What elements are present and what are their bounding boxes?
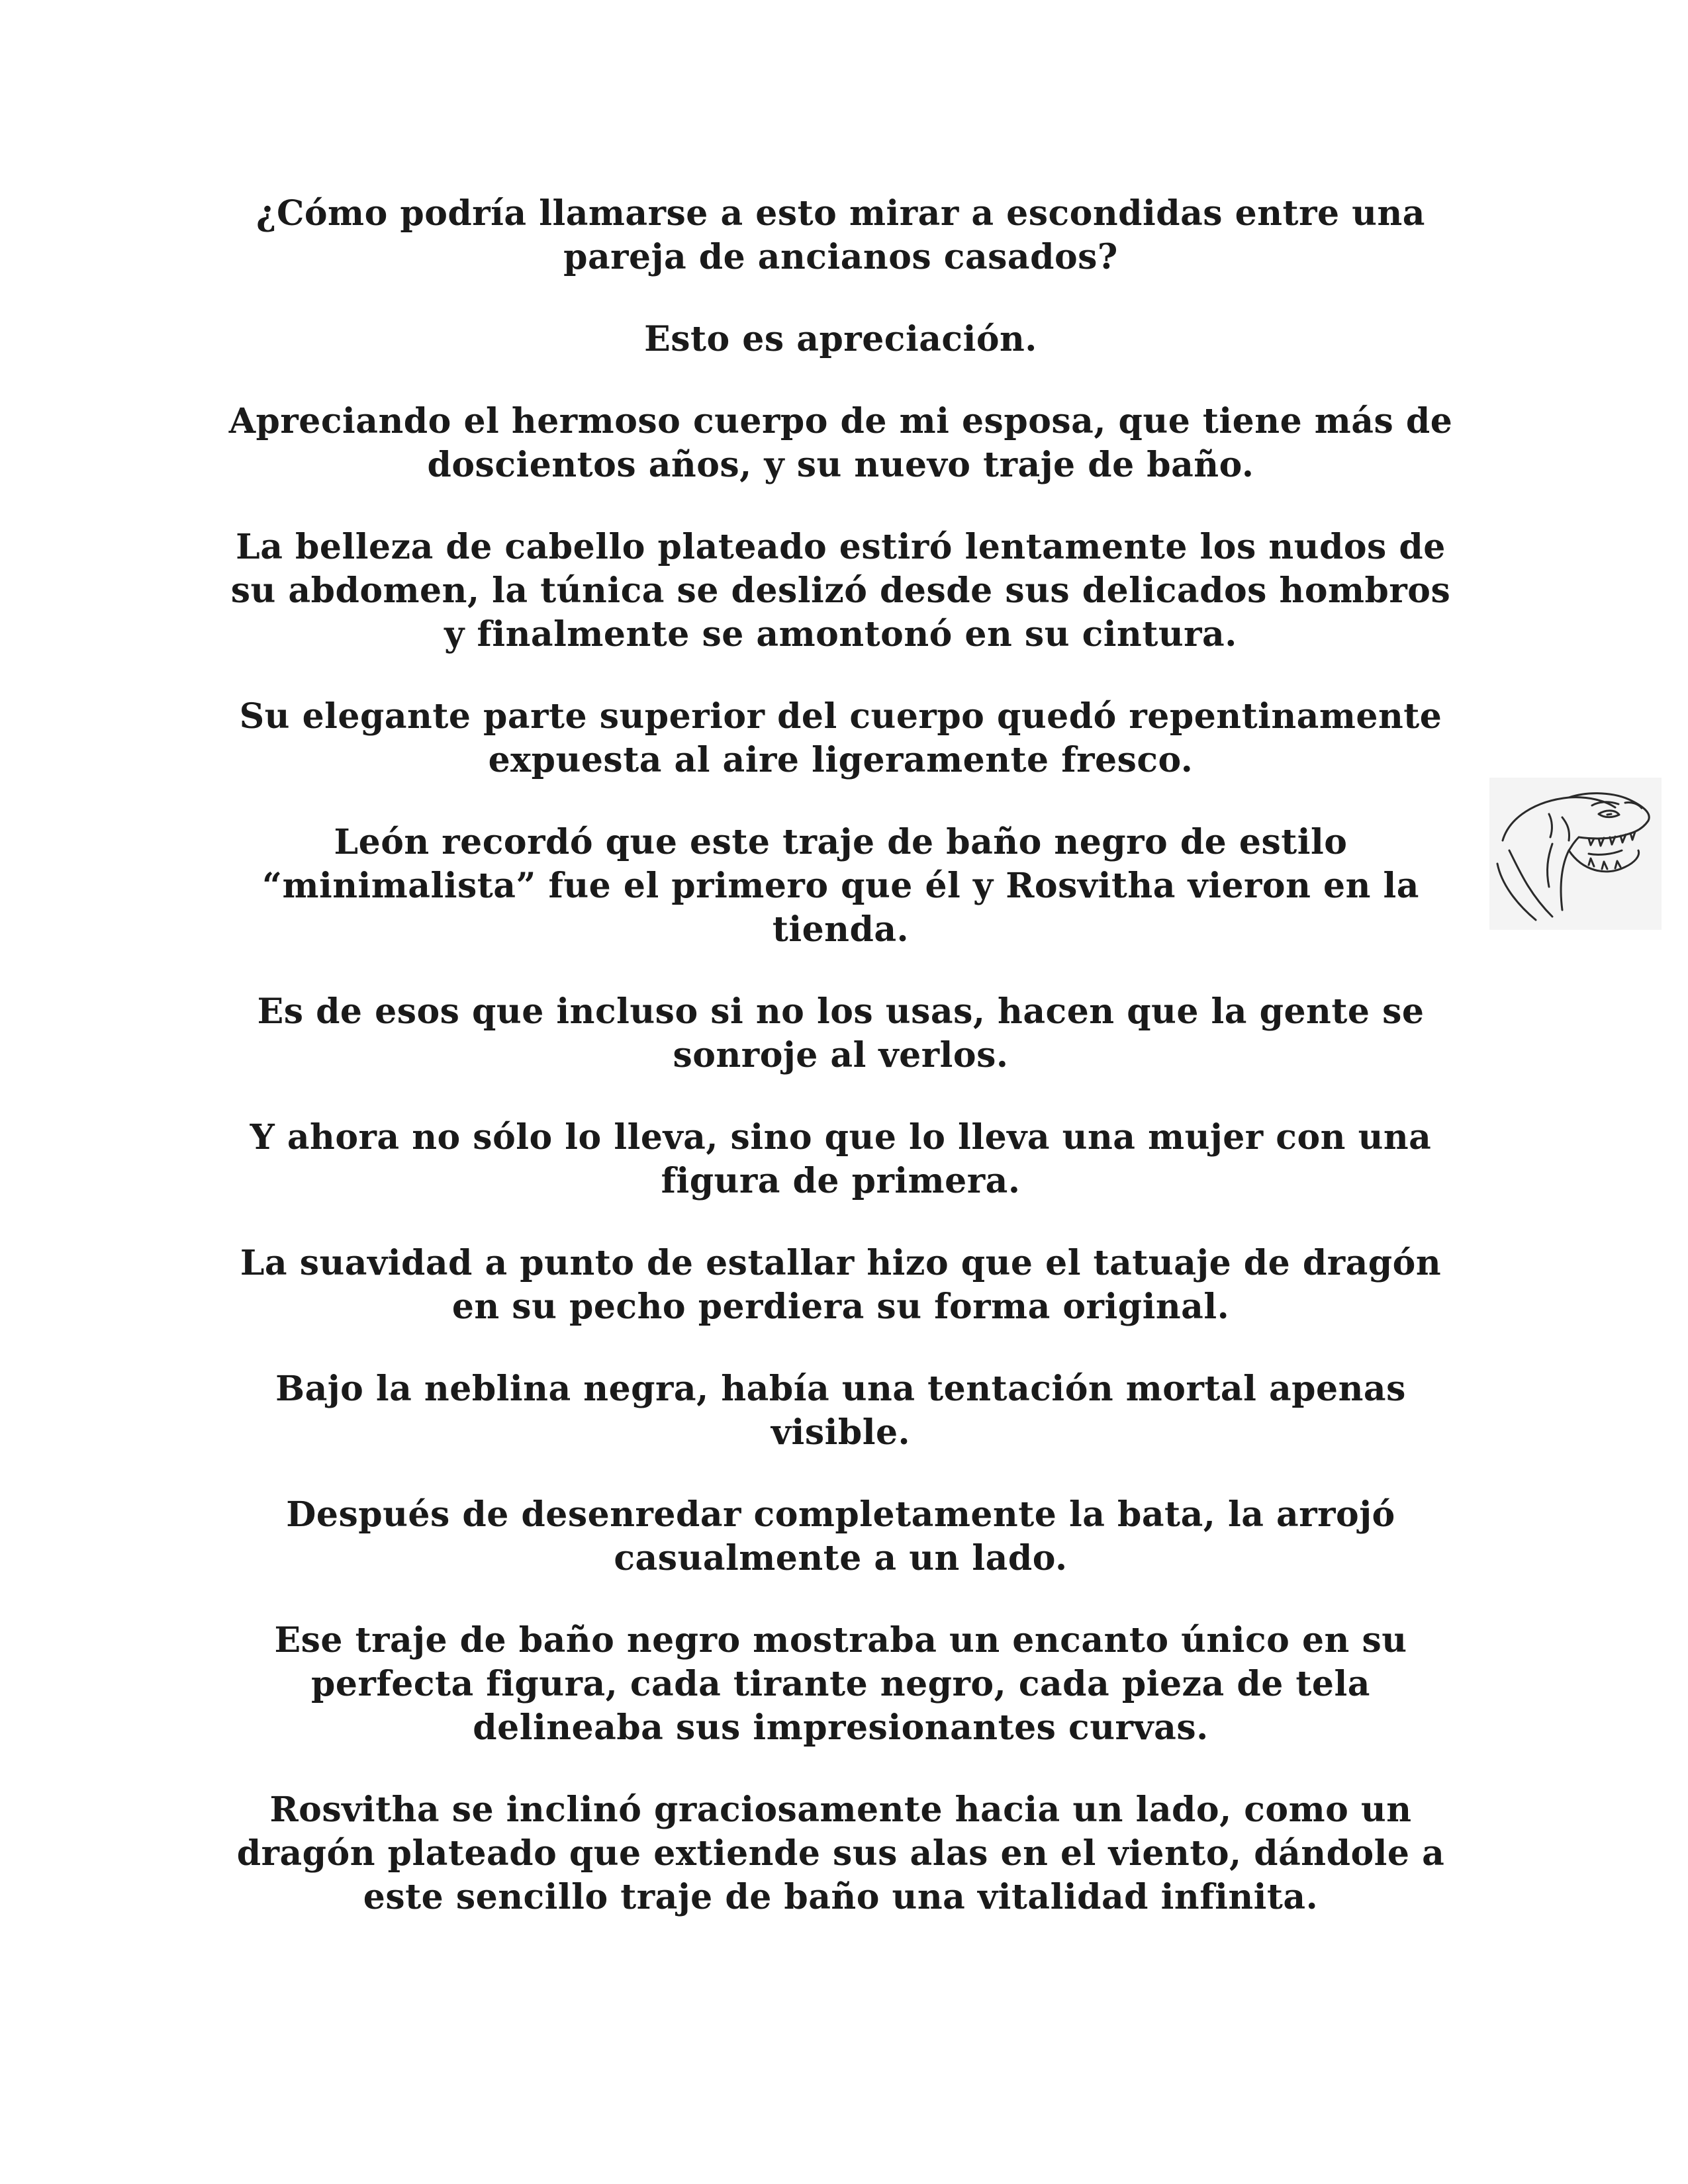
paragraph: Rosvitha se inclinó graciosamente hacia un lado, como un dragón plateado que extiende sus alas en el viento, dándole a este sencillo traje de baño una vitalidad infinita. <box>236 1790 1445 1917</box>
paragraph: León recordó que este traje de baño negro de estilo “minimalista” fue el primero que él y Rosvitha vieron en la tienda. <box>262 822 1419 950</box>
paragraph: La suavidad a punto de estallar hizo que el tatuaje de dragón en su pecho perdiera su forma original. <box>240 1243 1442 1327</box>
paragraph: Apreciando el hermoso cuerpo de mi esposa, que tiene más de doscientos años, y su nuevo traje de baño. <box>228 401 1453 485</box>
paragraph: Ese traje de baño negro mostraba un encanto único en su perfecta figura, cada tirante negro, cada pieza de tela delineaba sus impresionantes curvas. <box>274 1620 1407 1748</box>
paragraph: Es de esos que incluso si no los usas, hacen que la gente se sonroje al verlos. <box>257 991 1425 1075</box>
paragraph: Esto es apreciación. <box>644 319 1037 359</box>
paragraph: Después de desenredar completamente la bata, la arrojó casualmente a un lado. <box>286 1494 1395 1578</box>
body-text <box>225 192 1456 1958</box>
paragraph: Y ahora no sólo lo lleva, sino que lo lleva una mujer con una figura de primera. <box>250 1117 1432 1201</box>
paragraph: ¿Cómo podría llamarse a esto mirar a escondidas entre una pareja de ancianos casados? <box>256 193 1425 277</box>
paragraph: Bajo la neblina negra, había una tentación mortal apenas visible. <box>275 1369 1406 1453</box>
dinosaur-head-sketch-icon <box>1489 778 1662 930</box>
paragraph: La belleza de cabello plateado estiró lentamente los nudos de su abdomen, la túnica se deslizó desde sus delicados hombros y finalmente se amontonó en su cintura. <box>230 527 1451 655</box>
paragraph: Su elegante parte superior del cuerpo quedó repentinamente expuesta al aire ligeramente fresco. <box>239 696 1442 780</box>
